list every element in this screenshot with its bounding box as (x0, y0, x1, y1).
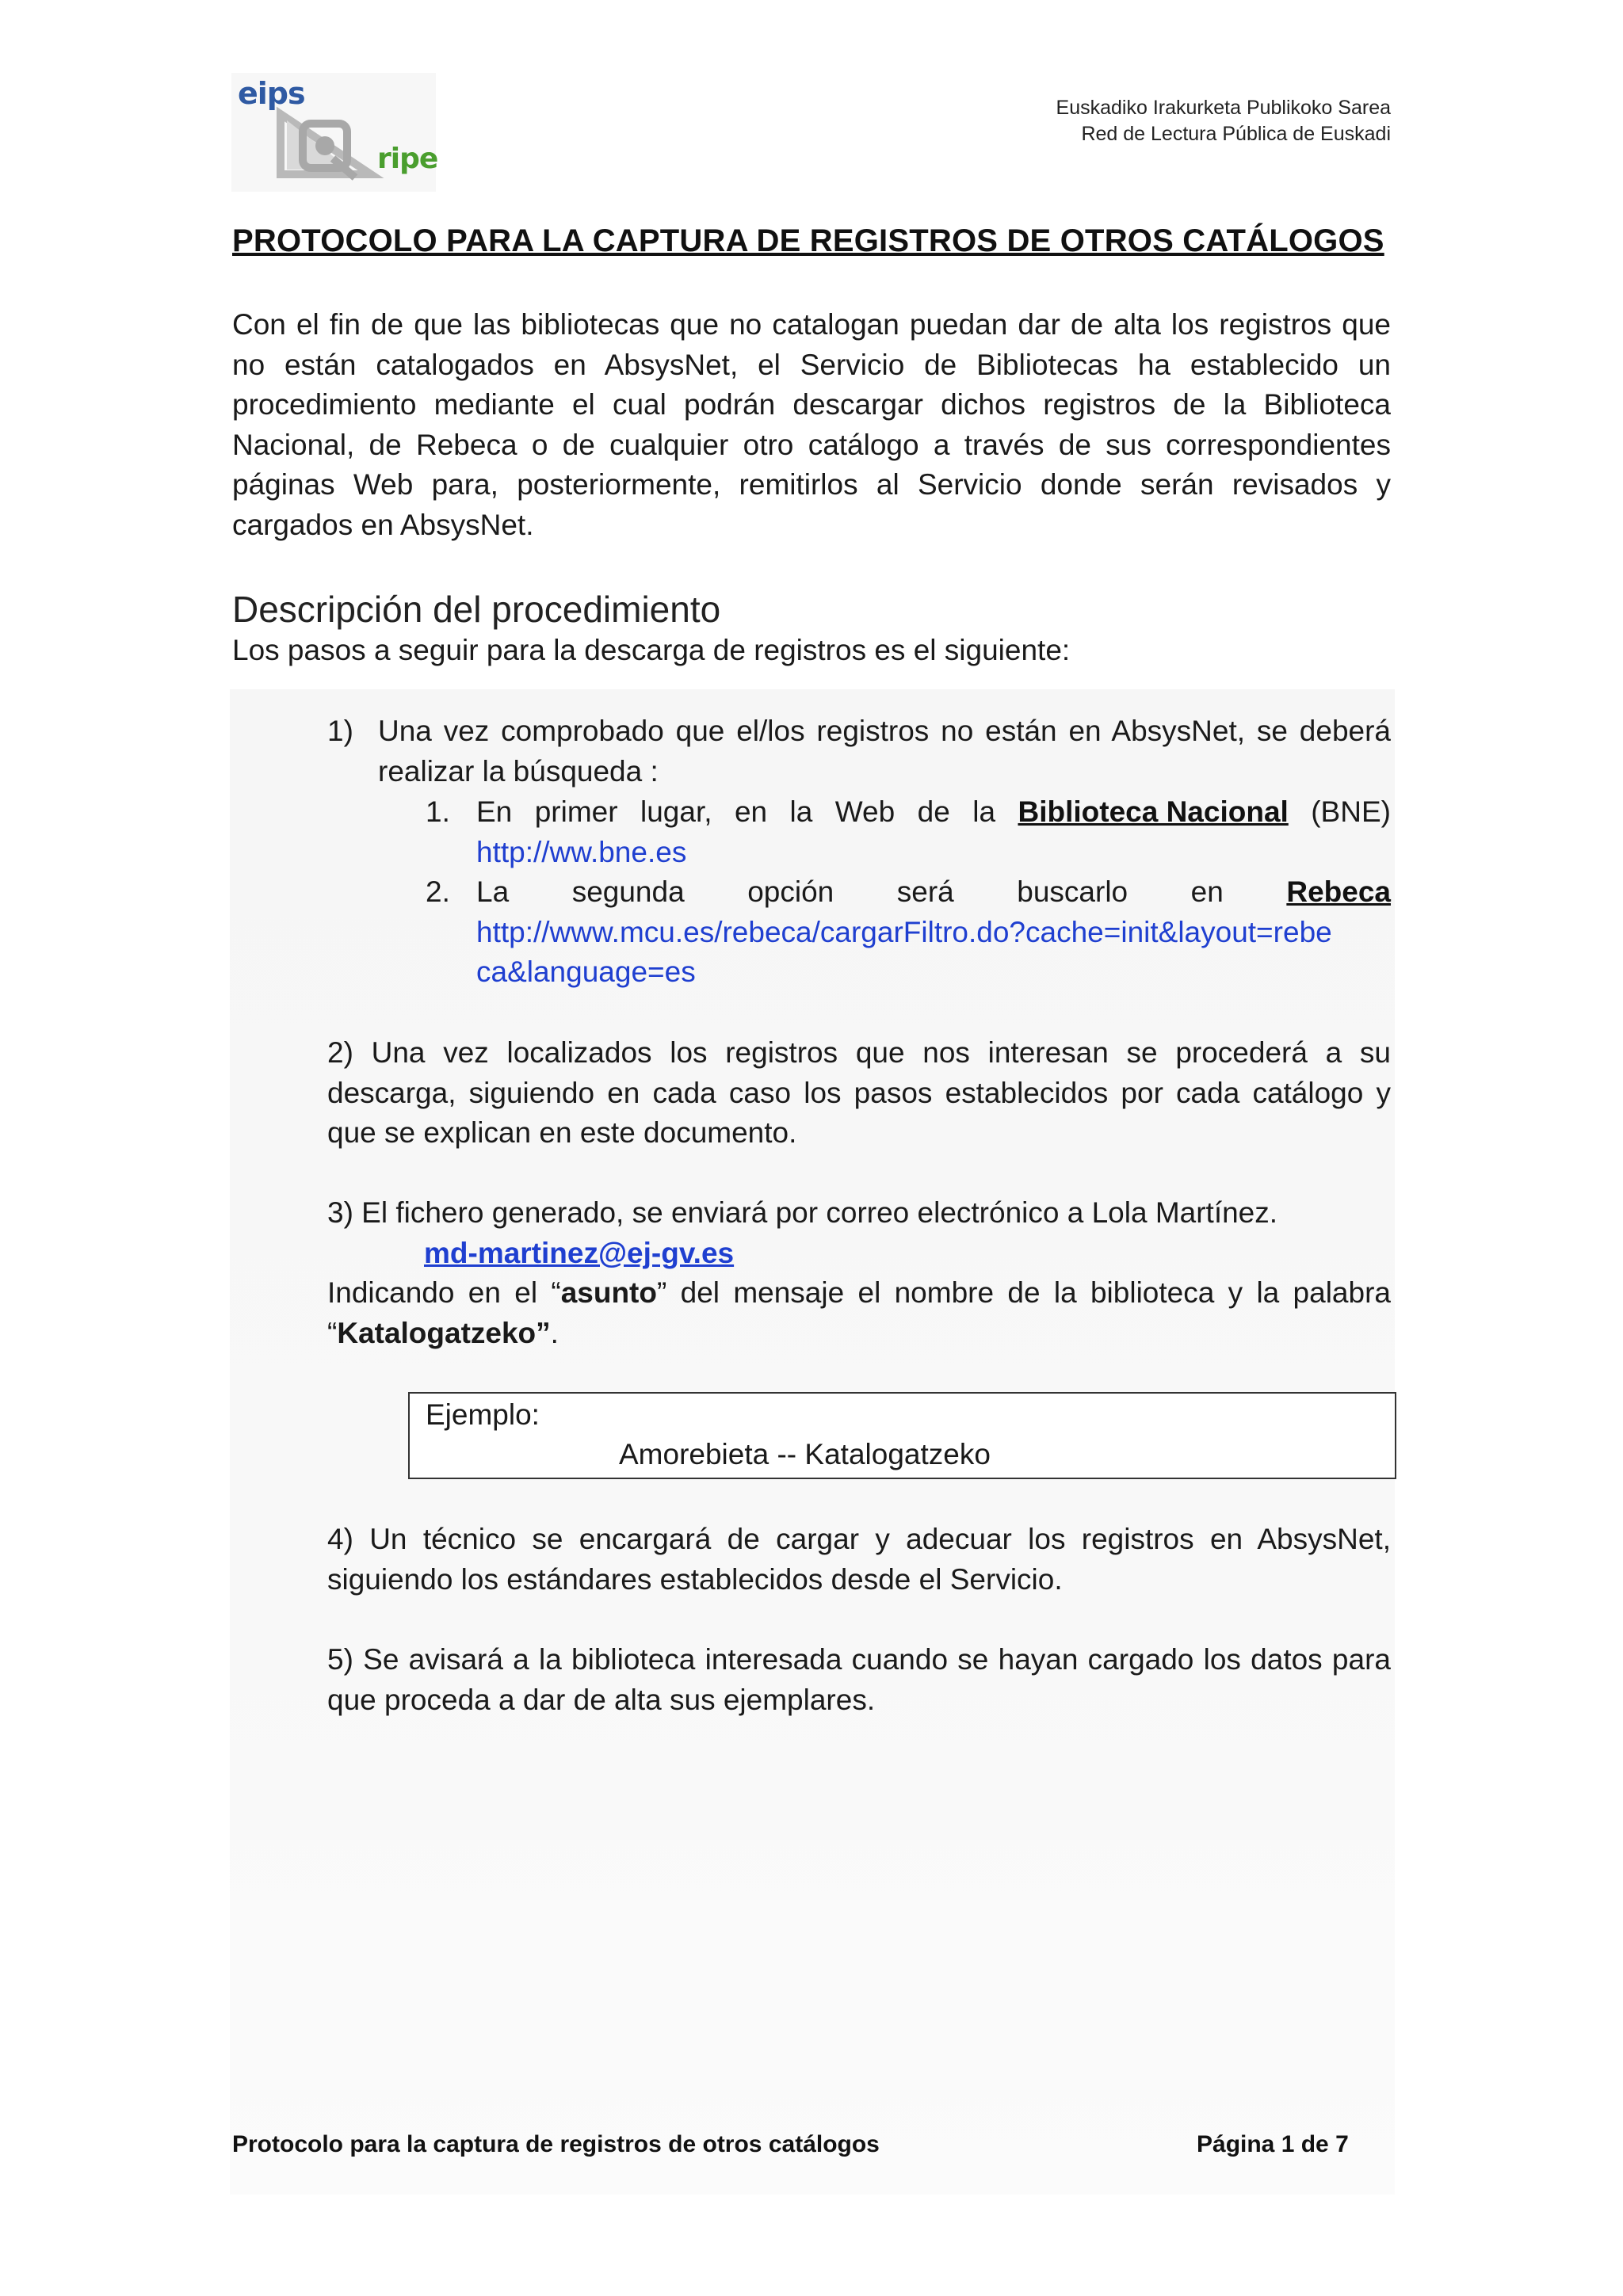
step-3 (327, 1193, 1391, 1353)
rebeca-url-link[interactable] (476, 913, 1391, 993)
substep-1-word: En (476, 795, 513, 828)
step-1 (327, 711, 1391, 791)
logo-text-eips: eips (238, 76, 305, 111)
substep-2-number: 2. (426, 875, 450, 908)
substep-2-word: será (896, 875, 954, 908)
substep-2-word: buscarlo (1017, 875, 1128, 908)
substep-1-word: la (789, 795, 813, 828)
step-3-instructions (327, 1273, 1391, 1353)
org-name-basque: Euskadiko Irakurketa Publikoko Sarea (1056, 97, 1391, 119)
instruction-text: Indicando en el “ (327, 1276, 561, 1309)
step-4: 4) Un técnico se encargará de cargar y adecuar los registros en AbsysNet, siguiendo los estándares establecidos desde el Servicio. (327, 1523, 1391, 1596)
rebeca-url-line-2[interactable]: ca&language=es (476, 955, 696, 988)
substep-2-word: segunda (571, 875, 685, 908)
asunto-keyword: asunto (560, 1276, 657, 1309)
rebeca-link[interactable]: Rebeca (1286, 875, 1391, 908)
substep-1-word: Web (834, 795, 896, 828)
section-subtitle: Los pasos a seguir para la descarga de registros es el siguiente: (232, 634, 1071, 666)
step-3-text: 3) El fichero generado, se enviará por correo electrónico a Lola Martínez. (327, 1196, 1278, 1229)
biblioteca-nacional-link[interactable]: Biblioteca Nacional (1018, 795, 1289, 828)
example-label: Ejemplo: (426, 1398, 540, 1431)
substep-2-word: opción (747, 875, 834, 908)
substep-1-word: primer (534, 795, 618, 828)
step-1-text: Una vez comprobado que el/los registros no están en AbsysNet, se deberá realizar la búsqueda : (378, 715, 1391, 788)
substep-2-word: La (476, 875, 510, 908)
substep-1-word: lugar, (640, 795, 712, 828)
substep-2 (426, 872, 1391, 993)
section-heading: Descripción del procedimiento (232, 589, 721, 630)
substep-1-number: 1. (426, 795, 450, 828)
document-title: PROTOCOLO PARA LA CAPTURA DE REGISTROS DE OTROS CATÁLOGOS (232, 223, 1384, 258)
substep-2-word: en (1190, 875, 1224, 908)
substep-1-word: en (734, 795, 768, 828)
instruction-text: ” del mensaje el nombre de la biblioteca y la palabra “ (327, 1276, 1391, 1349)
substep-1-suffix: (BNE) (1311, 795, 1391, 828)
bne-url-link[interactable]: http://ww.bne.es (476, 835, 687, 868)
footer-document-name: Protocolo para la captura de registros de otros catálogos (232, 2131, 880, 2157)
substep-1 (426, 792, 1391, 872)
substep-1-word: de (917, 795, 950, 828)
step-5: 5) Se avisará a la biblioteca interesada cuando se hayan cargado los datos para que proceda a dar de alta sus ejemplares. (327, 1643, 1391, 1716)
intro-paragraph: Con el fin de que las bibliotecas que no catalogan puedan dar de alta los registros que no están catalogados en AbsysNet, el Servicio de Bibliotecas ha establecido un procedimiento mediante el cual podrán descargar dichos registros de la Biblioteca Nacional, de Rebeca o de cualquier otro catálogo a través de sus correspondientes páginas Web para, posteriormente, remitirlos al Servicio donde serán revisados y cargados en AbsysNet. (232, 308, 1391, 541)
example-value: Amorebieta -- Katalogatzeko (619, 1438, 991, 1470)
eips-ripe-logo (231, 73, 436, 192)
substep-1-word: la (972, 795, 996, 828)
logo-text-ripe: ripe (377, 143, 438, 175)
organization-header (1056, 95, 1391, 147)
email-link[interactable]: md-martinez@ej-gv.es (424, 1236, 735, 1269)
rebeca-url-line-1[interactable]: http://www.mcu.es/rebeca/cargarFiltro.do?cache=init&layout=rebe (476, 915, 1332, 948)
step-1-number: 1) (327, 715, 353, 747)
example-box (408, 1392, 1396, 1479)
org-name-spanish: Red de Lectura Pública de Euskadi (1081, 123, 1391, 145)
step-2: 2) Una vez localizados los registros que nos interesan se procederá a su descarga, siguiendo en cada caso los pasos establecidos por cada catálogo y que se explican en este documento. (327, 1036, 1391, 1149)
instruction-text: . (550, 1316, 559, 1349)
katalogatzeko-keyword: Katalogatzeko” (337, 1316, 551, 1349)
footer-page-number: Página 1 de 7 (1197, 2131, 1349, 2157)
